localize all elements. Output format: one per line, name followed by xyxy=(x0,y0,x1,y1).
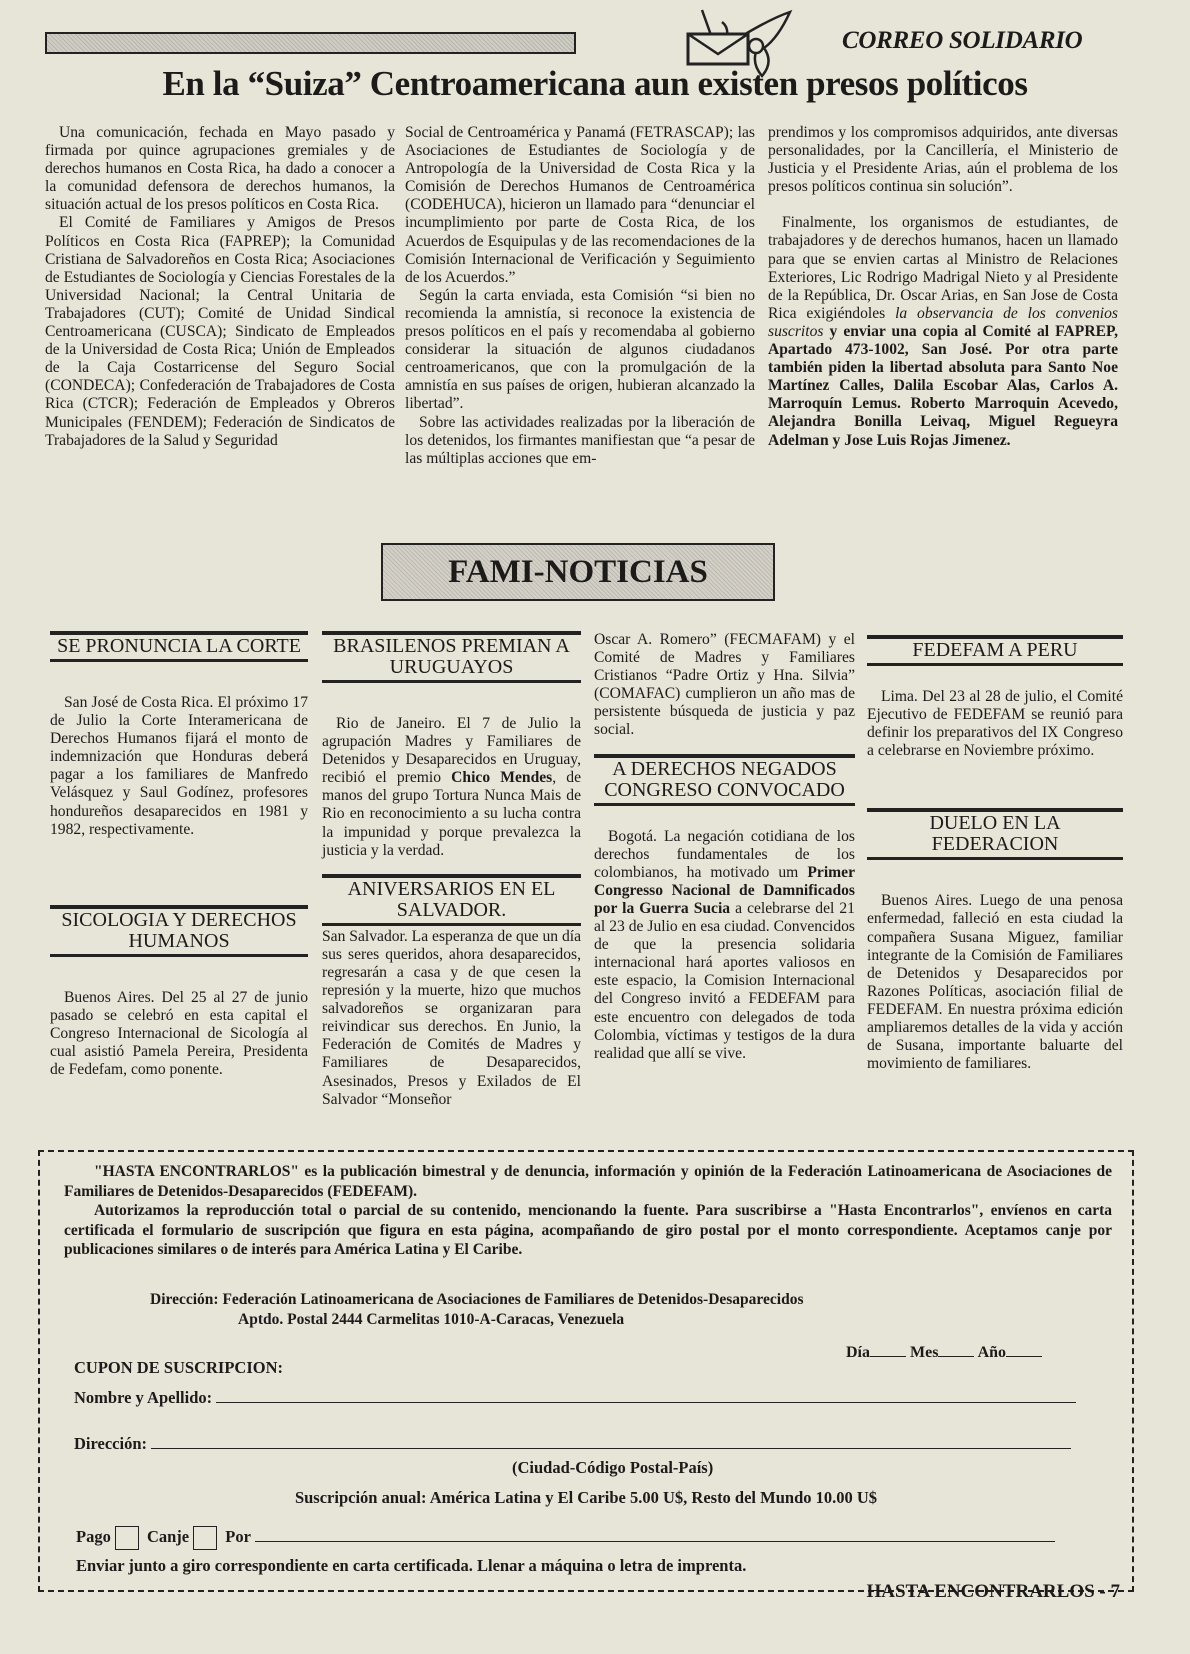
coupon-title: CUPON DE SUSCRIPCION: xyxy=(74,1358,284,1377)
subscription-info: Autorizamos la reproducción total o parcial de su contenido, mencionando la fuente. Para suscribirse a "Hasta Encontrarlos", envíenos en carta certificada el formulario de suscripción que figura en esta página, acompañando de giro postal por el monto correspondiente. Aceptamos canje por publicaciones similares o de interés para América Latina y El Caribe. xyxy=(64,1202,1112,1258)
month-label: Mes xyxy=(910,1344,939,1361)
news-column-2 xyxy=(322,631,581,1109)
article-column-2 xyxy=(405,124,755,468)
news-headline: BRASILENOS PREMIAN A URUGUAYOS xyxy=(322,631,581,683)
page-footer: HASTA ENCONTRARLOS - 7 xyxy=(866,1581,1120,1602)
address-block xyxy=(150,1290,804,1330)
payment-row xyxy=(76,1526,1055,1550)
canje-label: Canje xyxy=(146,1526,190,1546)
news-body xyxy=(594,828,855,1063)
article-headline: En la “Suiza” Centroamericana aun existen presos políticos xyxy=(162,64,1028,103)
year-label: Año xyxy=(977,1344,1007,1361)
address-line: Aptdo. Postal 2444 Carmelitas 1010-A-Caracas, Venezuela xyxy=(238,1311,625,1328)
decorative-bar xyxy=(45,32,576,54)
pago-checkbox[interactable] xyxy=(115,1526,139,1550)
news-headline: DUELO EN LA FEDERACION xyxy=(867,808,1123,860)
address-row xyxy=(74,1434,1071,1454)
fami-noticias-banner: FAMI-NOTICIAS xyxy=(381,543,775,601)
news-body: Oscar A. Romero” (FECMAFAM) y el Comité de Madres y Familiares Cristianos “Padre Ortiz y Hna. Silvia” (COMAFAC) cumplieron un año mas de persistente búsqueda de justicia y paz social. xyxy=(594,631,855,739)
news-column-4 xyxy=(867,635,1123,1073)
section-tag: CORREO SOLIDARIO xyxy=(842,27,1083,54)
news-body: San Salvador. La esperanza de que un día sus seres queridos, ahora desaparecidos, regresarán a casa y de que cesen la represión y la muerte, hizo que muchos salvadoreños se organizaran para reivindicar sus derechos. En Junio, la Federación de Comités de Madres y Familiares de Desaparecidos, Asesinados, Presos y Exilados de El Salvador “Monseñor xyxy=(322,927,581,1108)
text: Bogotá. La negación cotidiana de los derechos fundamentales de los colombianos, ha motivado um xyxy=(594,827,855,881)
news-body: Buenos Aires. Luego de una penosa enfermedad, falleció en esta ciudad la compañera Susana Miguez, familiar integrante de la Comisión de Familiares de Detenidos y Desaparecidos por Razones Políticas, asociación filial de FEDEFAM. En nuestra próxima edición ampliaremos detalles de la vida y acción de Susana, importante baluarte del movimiento de familiares. xyxy=(867,892,1123,1073)
name-label: Nombre y Apellido: xyxy=(74,1388,213,1407)
news-column-1 xyxy=(50,631,308,1079)
text: a celebrarse del 21 al 23 de Julio en esa ciudad. Convencidos de que la presencia solidaria internacional hará aportes valiosos en este espacio, la Comision Internacional del Congreso invitó a FEDEFAM para este encuentro con delegados de toda Colombia, víctimas y testigos de la dura realidad que allí se vive. xyxy=(594,899,855,1062)
paragraph xyxy=(768,214,1118,449)
news-body: Lima. Del 23 al 28 de julio, el Comité Ejecutivo de FEDEFAM se reunió para definir los preparativos del IX Congreso a celebrarse en Noviembre próximo. xyxy=(867,688,1123,760)
article-column-1 xyxy=(45,124,395,450)
news-headline: A DERECHOS NEGADOS CONGRESO CONVOCADO xyxy=(594,754,855,806)
paragraph: El Comité de Familiares y Amigos de Presos Políticos en Costa Rica (FAPREP); la Comunidad Cristiana de Salvadoreños en Costa Rica; Asociaciones de Estudiantes de Sociología y Ciencias Forestales de la Universidad Nacional; la Central Unitaria de Trabajadores (CUT); Comité de Unidad Sindical Centroamericana (CUSCA); Sindicato de Empleados de la Universidad de Costa Rica; Unión de Empleados de la Caja Costarricense del Seguro Social (CONDECA); Confederación de Trabajadores de Costa Rica (CTCR); Federación de Empleados y Obreros Municipales (FENDEM); Federación de Sindicatos de Trabajadores de la Salud y Seguridad xyxy=(45,214,395,449)
text: Rio de Janeiro. El 7 de Julio la agrupación Madres y Familiares de Detenidos y Desaparecidos en Uruguay, recibió el premio xyxy=(322,715,581,787)
instructions-note: Enviar junto a giro correspondiente en carta certificada. Llenar a máquina o letra de imprenta. xyxy=(76,1556,747,1575)
date-fields xyxy=(846,1344,1042,1362)
day-label: Día xyxy=(846,1344,870,1361)
publication-info: "HASTA ENCONTRARLOS" es la publicación bimestral y de denuncia, información y opinión de la Federación Latinoamericana de Asociaciones de Familiares de Detenidos-Desaparecidos (FEDEFAM). xyxy=(64,1163,1112,1200)
address-field[interactable] xyxy=(151,1448,1071,1449)
text: Finalmente, los organismos de estudiantes, de trabajadores y de derechos humanos, hacen un llamado para que se envien cartas al Ministro de Relaciones Exteriores, Lic Rodrigo Madrigal Nieto y al Presidente de la República, Dr. Oscar Arias, en San Jose de Costa Rica exigiéndoles xyxy=(768,214,1118,322)
month-field[interactable] xyxy=(938,1356,974,1357)
name-row xyxy=(74,1388,1134,1408)
paragraph: Social de Centroamérica y Panamá (FETRASCAP); las Asociaciones de Estudiantes de Sociología y de Antropología de la Universidad de Costa Rica y la Comisión de Derechos Humanos de Centroamérica (CODEHUCA), hicieron un llamado para “denunciar el incumplimiento por parte de Costa Rica, de los Acuerdos de Esquipulas y de las recomendaciones de la Comisión Internacional de Verificación y Seguimiento de los Acuerdos.” xyxy=(405,124,755,286)
paragraph: Sobre las actividades realizadas por la liberación de los detenidos, los firmantes manifiestan que “a pesar de las múltiplas acciones que em- xyxy=(405,413,755,467)
news-body xyxy=(322,715,581,860)
por-label: Por xyxy=(225,1526,251,1546)
name-field[interactable] xyxy=(216,1402,1076,1403)
year-field[interactable] xyxy=(1006,1356,1042,1357)
day-field[interactable] xyxy=(870,1356,906,1357)
por-field[interactable] xyxy=(255,1541,1055,1542)
italic-text: la observancia de los convenios suscritos xyxy=(768,304,1119,340)
news-headline: FEDEFAM A PERU xyxy=(867,635,1123,666)
bold-text: Primer Congresso Nacional de Damnificados por la Guerra Sucia xyxy=(594,863,855,917)
paragraph: prendimos y los compromisos adquiridos, ante diversas personalidades, por la Cancillería, el Ministerio de Justicia y el Presidente Arias, aún el problema de los presos políticos continua sin solución”. xyxy=(768,124,1118,196)
address-label: Dirección: xyxy=(74,1434,148,1453)
bold-text: Chico Mendes xyxy=(451,769,553,787)
paragraph: Una comunicación, fechada en Mayo pasado y firmada por quince agrupaciones gremiales y de derechos humanos en Costa Rica, ha dado a conocer a la comunidad defensora de derechos humanos, la situación actual de los presos políticos en Costa Rica. xyxy=(45,124,395,214)
address-hint: (Ciudad-Código Postal-País) xyxy=(512,1458,714,1477)
paragraph: Según la carta enviada, esta Comisión “si bien no recomienda la amnistía, si reconoce la existencia de presos políticos en el país y recomendaba al gobierno considerar la situación de algunos ciudadanos centroamericanos, que con la promulgación de la amnistía en sus países de origen, hubieran alcanzado la libertad”. xyxy=(405,286,755,413)
article-column-3 xyxy=(768,124,1118,450)
news-column-3 xyxy=(594,631,855,1063)
bold-text: y enviar una copia al Comité al FAPREP, Apartado 473-1002, San José. Por otra parte también piden la libertad absoluta para Santo Noe Martínez Calles, Dalila Escobar Alas, Carlos A. Marroquín Lemus. Roberto Marroquin Acevedo, Alejandra Bonilla Leivaq, Miguel Regueyra Adelman y Jose Luis Rojas Jimenez. xyxy=(768,322,1118,449)
canje-checkbox[interactable] xyxy=(193,1526,217,1550)
annual-price: Suscripción anual: América Latina y El Caribe 5.00 U$, Resto del Mundo 10.00 U$ xyxy=(294,1488,878,1507)
pago-label: Pago xyxy=(76,1526,111,1546)
news-headline: SE PRONUNCIA LA CORTE xyxy=(50,631,308,662)
news-body: San José de Costa Rica. El próximo 17 de Julio la Corte Interamericana de Derechos Humanos fijará el monto de indemnización que Honduras deberá pagar a los familiares de Manfredo Velásquez y Saul Godínez, profesores hondureños desaparecidos en 1981 y 1982, respectivamente. xyxy=(50,694,308,838)
text: , de manos del grupo Tortura Nunca Mais de Rio en reconocimiento a su lucha contra la impunidad y porque prevalezca la justicia y la verdad. xyxy=(322,769,582,859)
news-body: Buenos Aires. Del 25 al 27 de junio pasado se celebró en esta capital el Congreso Internacional de Sicología al cual asistió Pamela Pereira, Presidenta de Fedefam, como ponente. xyxy=(50,988,308,1079)
news-headline: ANIVERSARIOS EN EL SALVADOR. xyxy=(322,874,581,926)
address-line: Dirección: Federación Latinoamericana de Asociaciones de Familiares de Detenidos-Desaparecidos xyxy=(150,1291,804,1308)
news-headline: SICOLOGIA Y DERECHOS HUMANOS xyxy=(50,905,308,957)
subscription-coupon xyxy=(38,1150,1134,1592)
